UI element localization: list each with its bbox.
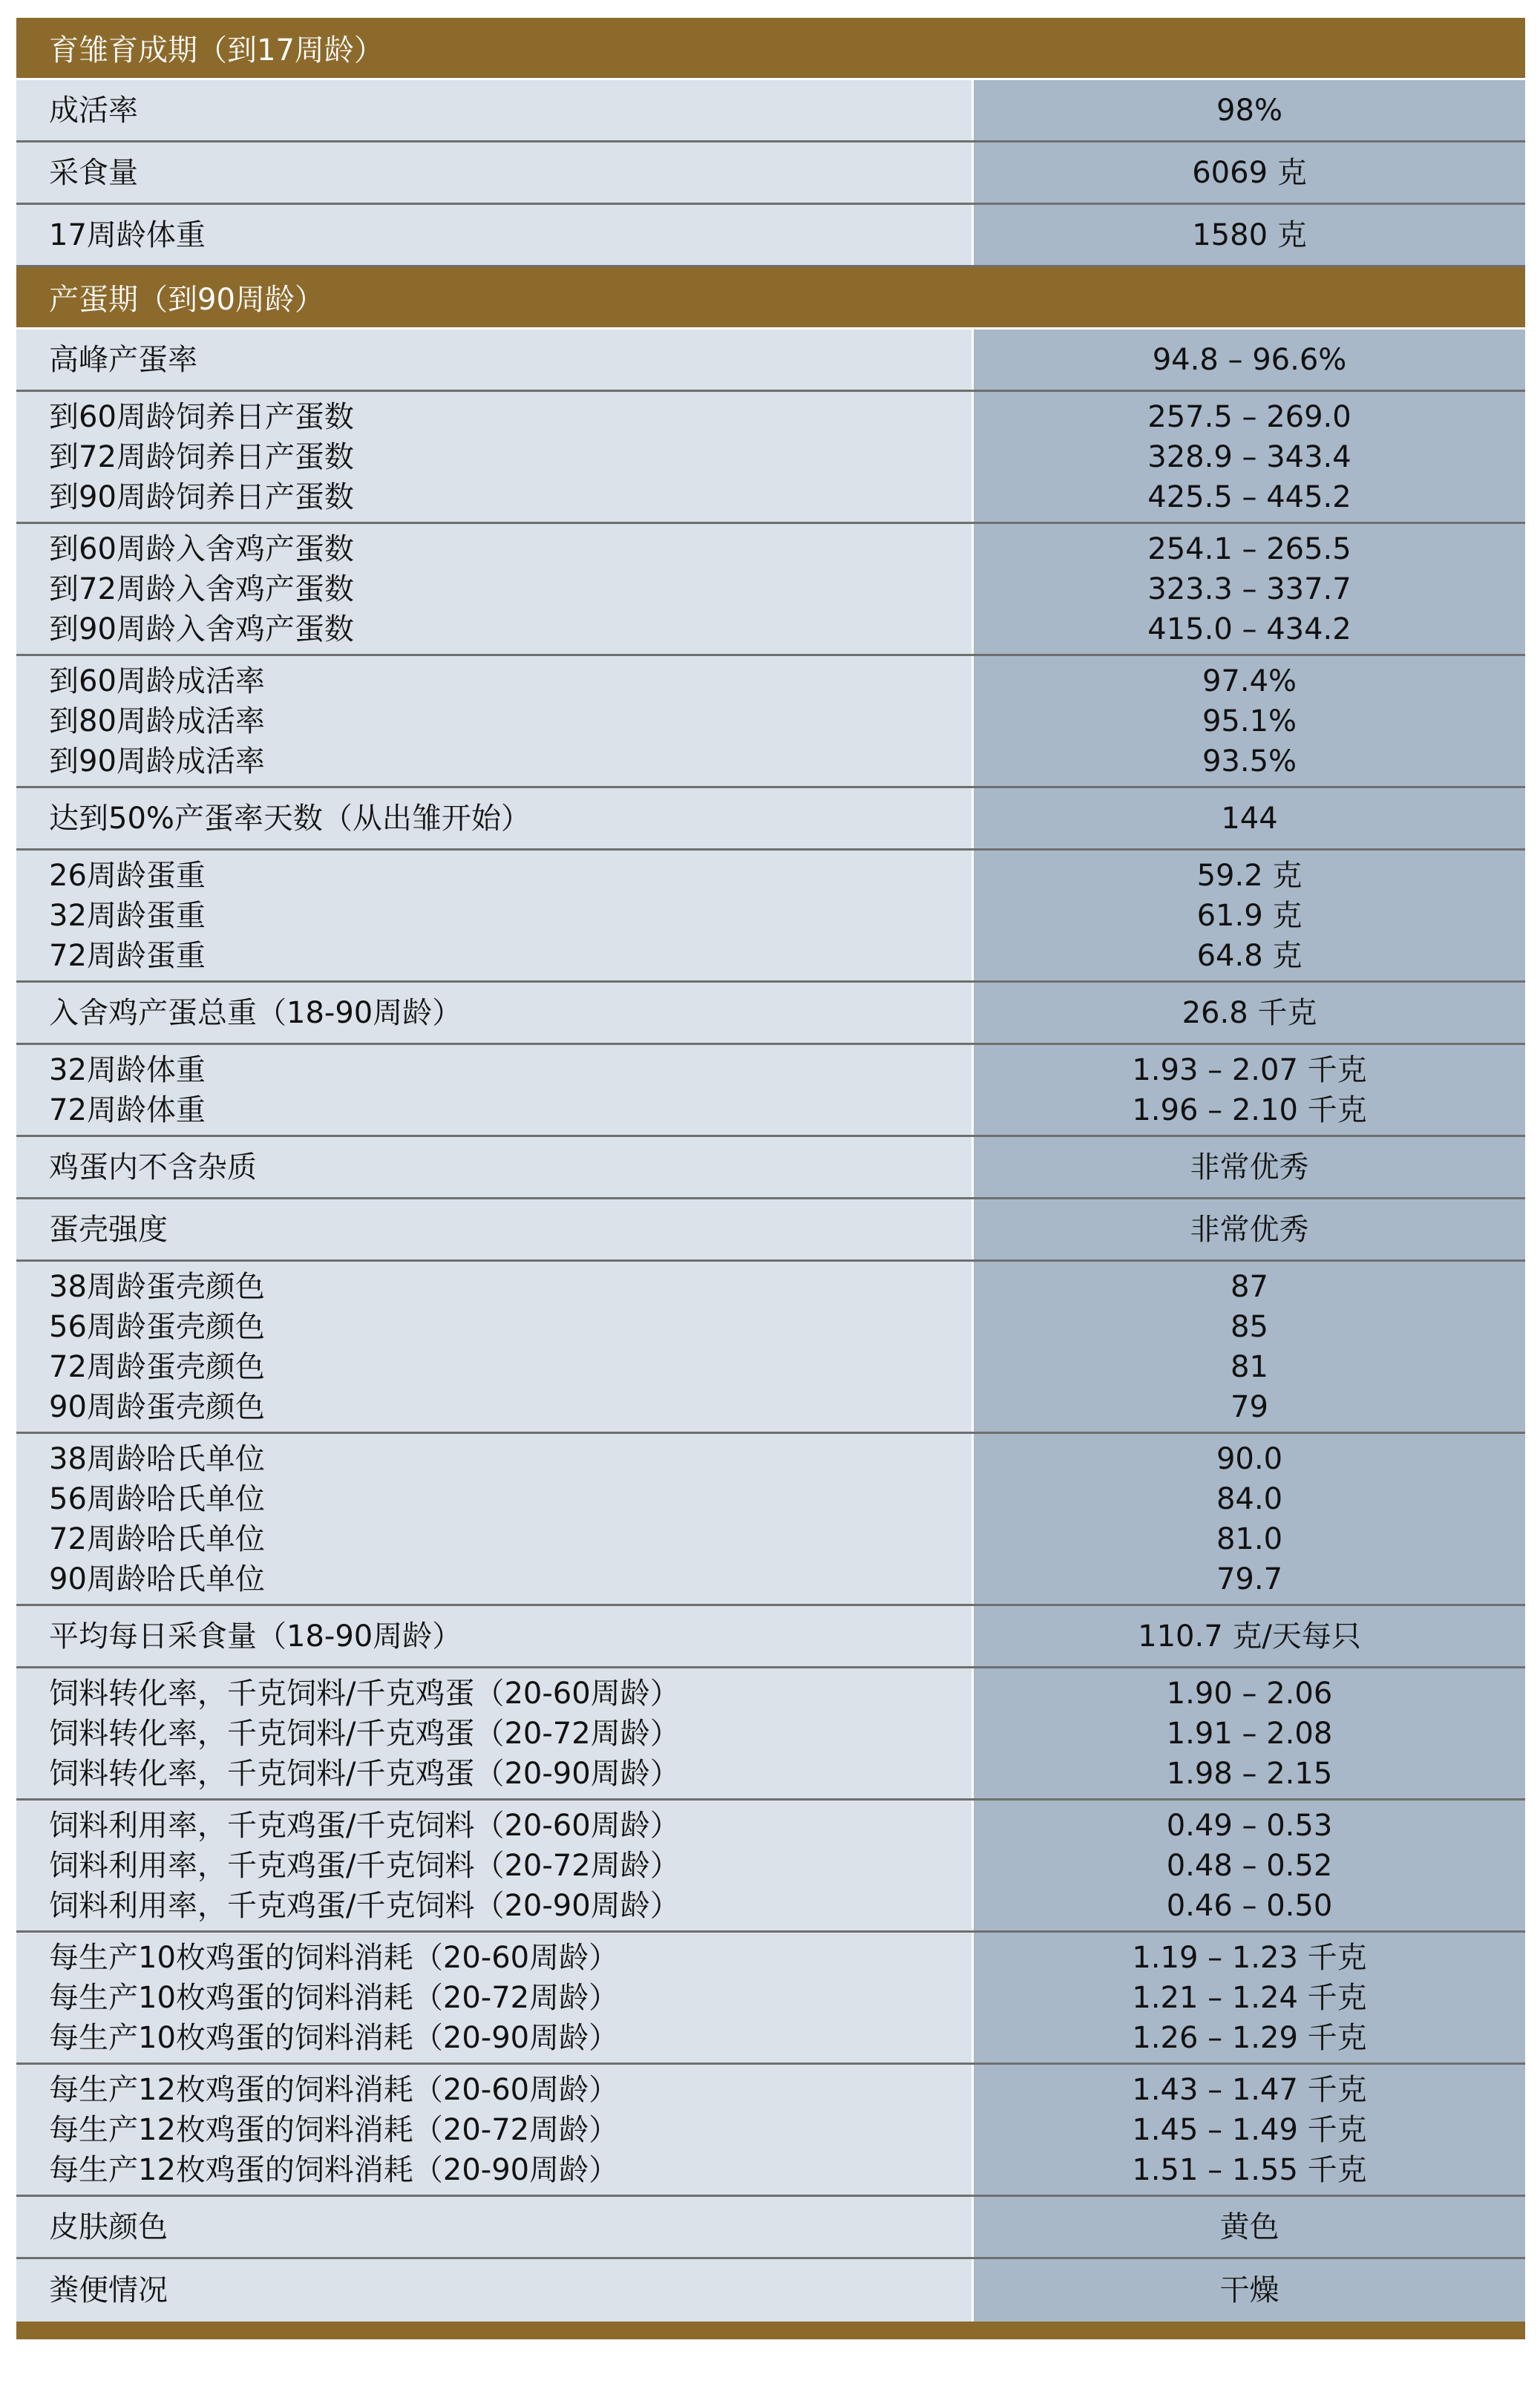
metric-label: 每生产12枚鸡蛋的饲料消耗（20-72周龄） [49,2112,619,2147]
metric-value: 1.43 – 1.47 千克 [1132,2072,1367,2107]
metric-label: 到90周龄成活率 [49,744,265,779]
metric-value-cell [974,142,1525,203]
metric-label-cell [16,2197,974,2257]
metric-value: 97.4% [1202,664,1297,698]
metric-label-cell [16,2259,974,2322]
metric-label: 饲料利用率，千克鸡蛋/千克饲料（20-90周龄） [49,1888,680,1923]
metric-value: 0.46 – 0.50 [1166,1888,1333,1923]
metric-value-cell [974,330,1525,390]
metric-value: 59.2 克 [1196,858,1303,893]
table-row [16,1801,1525,1933]
metric-value: 黄色 [1219,2209,1279,2244]
metric-value: 95.1% [1202,704,1297,738]
metric-value: 26.8 千克 [1182,995,1317,1030]
footer-bar [16,2322,1525,2339]
metric-label: 38周龄哈氏单位 [49,1441,265,1476]
table-row [16,524,1525,656]
metric-label: 每生产10枚鸡蛋的饲料消耗（20-60周龄） [49,1940,619,1975]
metric-value: 干燥 [1219,2273,1279,2307]
metric-label: 72周龄哈氏单位 [49,1521,265,1556]
table-row [16,1262,1525,1434]
metric-value: 79.7 [1216,1562,1283,1596]
metric-value-cell [974,205,1525,265]
metric-label-cell [16,1045,974,1135]
metric-label-cell [16,2065,974,2195]
metric-value-cell [974,2259,1525,2322]
metric-value: 254.1 – 265.5 [1147,531,1351,566]
metric-value: 328.9 – 343.4 [1147,439,1351,474]
metric-value: 84.0 [1216,1481,1283,1516]
metric-value: 1.51 – 1.55 千克 [1132,2152,1367,2187]
metric-label: 入舍鸡产蛋总重（18-90周龄） [49,995,462,1030]
metric-value-cell [974,1434,1525,1604]
metric-value: 425.5 – 445.2 [1147,479,1351,514]
metric-label: 到60周龄饲养日产蛋数 [49,399,354,434]
table-row [16,1434,1525,1606]
metric-value: 1.91 – 2.08 [1166,1716,1333,1751]
metric-label: 到90周龄饲养日产蛋数 [49,479,354,514]
table-row [16,1668,1525,1801]
metric-label-cell [16,1606,974,1666]
metric-label: 采食量 [49,155,138,190]
metric-value: 非常优秀 [1190,1212,1309,1247]
metric-value-cell [974,1668,1525,1798]
metric-value: 110.7 克/天每只 [1138,1619,1361,1654]
metric-value: 81.0 [1216,1521,1283,1556]
metric-value: 1.98 – 2.15 [1166,1756,1333,1791]
metric-label: 到60周龄入舍鸡产蛋数 [49,531,354,566]
metric-value: 94.8 – 96.6% [1152,342,1347,377]
metric-value-cell [974,656,1525,786]
metric-label: 成活率 [49,93,138,128]
table-row [16,1606,1525,1668]
metric-label: 每生产12枚鸡蛋的饲料消耗（20-60周龄） [49,2072,619,2107]
metric-label: 72周龄体重 [49,1092,206,1127]
metric-label-cell [16,524,974,654]
metric-label: 每生产12枚鸡蛋的饲料消耗（20-90周龄） [49,2152,619,2187]
metric-value-cell [974,392,1525,522]
metric-value-cell [974,80,1525,140]
metric-value: 0.48 – 0.52 [1166,1848,1333,1883]
metric-value: 415.0 – 434.2 [1147,612,1351,646]
table-row [16,142,1525,205]
metric-value-cell [974,1933,1525,2063]
metric-value-cell [974,2065,1525,2195]
metric-value: 1580 克 [1192,217,1307,252]
table-row [16,1933,1525,2065]
metric-label-cell [16,983,974,1043]
metric-value: 非常优秀 [1190,1150,1309,1185]
metric-label: 到72周龄入舍鸡产蛋数 [49,571,354,606]
metric-label: 到90周龄入舍鸡产蛋数 [49,612,354,646]
section-header: 产蛋期（到90周龄） [16,267,1525,330]
metric-value: 1.19 – 1.23 千克 [1132,1940,1367,1975]
metric-label: 鸡蛋内不含杂质 [49,1150,257,1185]
table-row [16,1199,1525,1262]
section-header: 育雏育成期（到17周龄） [16,18,1525,80]
metric-label: 32周龄体重 [49,1052,206,1087]
metric-value: 79 [1231,1389,1268,1424]
metric-label: 平均每日采食量（18-90周龄） [49,1619,462,1654]
metric-label: 72周龄蛋壳颜色 [49,1349,265,1384]
metric-label: 饲料转化率，千克饲料/千克鸡蛋（20-60周龄） [49,1676,680,1711]
metric-label-cell [16,1199,974,1259]
metric-value-cell [974,1137,1525,1197]
table-row [16,851,1525,983]
metric-value: 98% [1216,93,1282,128]
metric-label-cell [16,1933,974,2063]
metric-label: 饲料利用率，千克鸡蛋/千克饲料（20-72周龄） [49,1848,680,1883]
metric-value: 81 [1231,1349,1268,1384]
metric-label: 90周龄蛋壳颜色 [49,1389,265,1424]
metric-value: 90.0 [1216,1441,1283,1476]
table-row [16,656,1525,788]
metric-label-cell [16,788,974,848]
metric-label: 粪便情况 [49,2273,168,2307]
metric-value: 1.96 – 2.10 千克 [1132,1092,1367,1127]
table-row [16,983,1525,1045]
metric-label: 26周龄蛋重 [49,858,206,893]
metric-label: 每生产10枚鸡蛋的饲料消耗（20-90周龄） [49,2020,619,2055]
metric-label: 到80周龄成活率 [49,704,265,738]
table-row [16,205,1525,267]
metric-value: 87 [1231,1269,1268,1304]
performance-table [16,18,1525,2339]
metric-value: 64.8 克 [1196,938,1303,973]
metric-label: 32周龄蛋重 [49,898,206,933]
metric-label: 高峰产蛋率 [49,342,197,377]
table-row [16,788,1525,851]
metric-value: 257.5 – 269.0 [1147,399,1351,434]
table-row [16,1137,1525,1199]
metric-value: 1.26 – 1.29 千克 [1132,2020,1367,2055]
metric-label-cell [16,142,974,203]
metric-value: 1.21 – 1.24 千克 [1132,1980,1367,2015]
metric-label-cell [16,1137,974,1197]
table-row [16,330,1525,392]
metric-label: 72周龄蛋重 [49,938,206,973]
table-row [16,2197,1525,2259]
metric-value-cell [974,524,1525,654]
metric-value: 0.49 – 0.53 [1166,1808,1333,1843]
metric-label-cell [16,392,974,522]
metric-label-cell [16,851,974,980]
metric-value-cell [974,851,1525,980]
metric-label: 每生产10枚鸡蛋的饲料消耗（20-72周龄） [49,1980,619,2015]
metric-value: 1.93 – 2.07 千克 [1132,1052,1367,1087]
metric-label: 饲料转化率，千克饲料/千克鸡蛋（20-72周龄） [49,1716,680,1751]
metric-label: 达到50%产蛋率天数（从出雏开始） [49,801,531,836]
metric-value-cell [974,1199,1525,1259]
metric-value: 6069 克 [1192,155,1307,190]
metric-label-cell [16,1434,974,1604]
table-row [16,1045,1525,1137]
metric-label: 到60周龄成活率 [49,664,265,698]
metric-value-cell [974,983,1525,1043]
metric-label: 饲料转化率，千克饲料/千克鸡蛋（20-90周龄） [49,1756,680,1791]
metric-value: 323.3 – 337.7 [1147,571,1351,606]
metric-value-cell [974,788,1525,848]
metric-value-cell [974,1606,1525,1666]
table-row [16,392,1525,524]
table-row [16,2065,1525,2197]
metric-label-cell [16,1262,974,1432]
metric-value-cell [974,1262,1525,1432]
metric-value: 93.5% [1202,744,1297,779]
table-row [16,80,1525,142]
metric-label: 蛋壳强度 [49,1212,168,1247]
metric-value: 144 [1221,801,1278,836]
metric-label-cell [16,205,974,265]
metric-label: 饲料利用率，千克鸡蛋/千克饲料（20-60周龄） [49,1808,680,1843]
metric-value: 61.9 克 [1196,898,1303,933]
metric-label: 17周龄体重 [49,217,206,252]
metric-label: 56周龄蛋壳颜色 [49,1309,265,1344]
metric-label-cell [16,80,974,140]
metric-label-cell [16,1668,974,1798]
metric-label: 到72周龄饲养日产蛋数 [49,439,354,474]
metric-label-cell [16,330,974,390]
metric-value-cell [974,1045,1525,1135]
metric-label: 56周龄哈氏单位 [49,1481,265,1516]
metric-value: 1.90 – 2.06 [1166,1676,1333,1711]
table-row [16,2259,1525,2322]
metric-label-cell [16,656,974,786]
metric-label: 皮肤颜色 [49,2209,168,2244]
metric-value-cell [974,1801,1525,1930]
metric-label: 38周龄蛋壳颜色 [49,1269,265,1304]
metric-value-cell [974,2197,1525,2257]
metric-label-cell [16,1801,974,1930]
metric-value: 1.45 – 1.49 千克 [1132,2112,1367,2147]
metric-label: 90周龄哈氏单位 [49,1562,265,1596]
metric-value: 85 [1231,1309,1268,1344]
